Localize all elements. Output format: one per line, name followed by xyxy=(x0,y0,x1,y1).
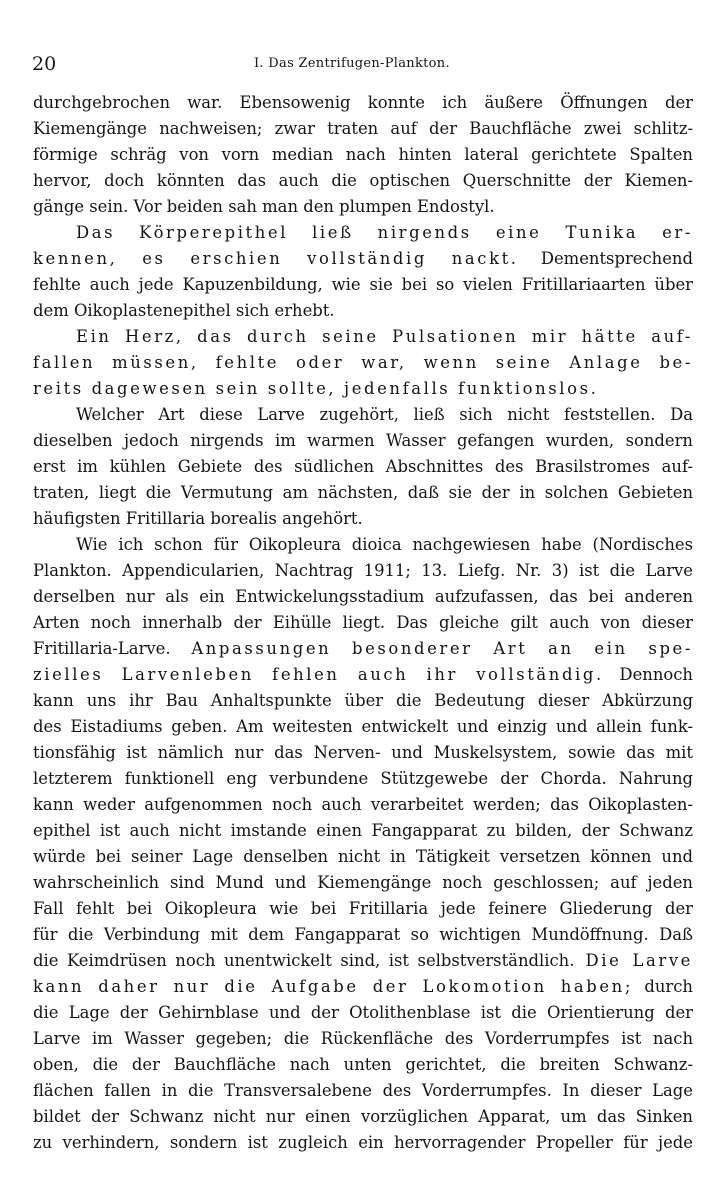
text-line: oben, die der Bauchfläche nach unten gerichtet, die breiten Schwanz- xyxy=(33,1055,693,1074)
spaced-emphasis: Die Larve xyxy=(574,951,693,970)
text-line: gänge sein. Vor beiden sah man den plumpen Endostyl. xyxy=(33,197,495,216)
text-line: Kiemengänge nachweisen; zwar traten auf der Bauchfläche zwei schlitz- xyxy=(33,119,693,138)
text-line: hervor, doch könnten das auch die optischen Querschnitte der Kiemen- xyxy=(33,171,693,190)
text-line: durchgebrochen war. Ebensowenig konnte ich äußere Öffnungen der xyxy=(33,93,693,112)
text-line-spaced: fallen müssen, fehlte oder war, wenn seine Anlage be- xyxy=(33,353,693,372)
text-line: häufigsten Fritillaria borealis angehört. xyxy=(33,509,363,528)
text-line: Plankton. Appendicularien, Nachtrag 1911; 13. Liefg. Nr. 3) ist die Larve xyxy=(33,561,693,580)
text-span: Dementsprechend xyxy=(518,249,693,268)
text-line: dieselben jedoch nirgends im warmen Wasser gefangen wurden, sondern xyxy=(33,431,693,450)
spaced-emphasis: Anpassungen besonderer Art an ein spe- xyxy=(170,639,693,658)
page-number: 20 xyxy=(32,53,57,75)
text-span: Dennoch xyxy=(603,665,693,684)
text-line: würde bei seiner Lage denselben nicht in Tätigkeit versetzen können und xyxy=(33,847,693,866)
text-line: bildet der Schwanz nicht nur einen vorzüglichen Apparat, um das Sinken xyxy=(33,1107,693,1126)
text-span: durch xyxy=(632,977,693,996)
spaced-emphasis: kennen, es erschien vollständig nackt. xyxy=(33,249,519,268)
text-span: die Keimdrüsen noch unentwickelt sind, ist selbstverständlich. xyxy=(33,951,575,970)
spaced-emphasis: kann daher nur die Aufgabe der Lokomotion haben; xyxy=(33,977,633,996)
text-line-spaced: reits dagewesen sein sollte, jedenfalls funktionslos. xyxy=(33,379,599,398)
spaced-emphasis: zielles Larvenleben fehlen auch ihr vollständig. xyxy=(33,665,604,684)
running-head: I. Das Zentrifugen-Plankton. xyxy=(254,56,450,71)
text-line: wahrscheinlich sind Mund und Kiemengänge noch geschlossen; auf jeden xyxy=(33,873,693,892)
text-line: die Lage der Gehirnblase und der Otolithenblase ist die Orientierung der xyxy=(33,1003,693,1022)
text-line xyxy=(33,975,693,999)
text-line: Arten noch innerhalb der Eihülle liegt. Das gleiche gilt auch von dieser xyxy=(33,613,693,632)
text-line: traten, liegt die Vermutung am nächsten, daß sie der in solchen Gebieten xyxy=(33,483,693,502)
text-line: derselben nur als ein Entwickelungsstadium aufzufassen, das bei anderen xyxy=(33,587,693,606)
text-line: dem Oikoplastenepithel sich erhebt. xyxy=(33,301,335,320)
text-line: Wie ich schon für Oikopleura dioica nachgewiesen habe (Nordisches xyxy=(76,535,693,554)
text-line: zu verhindern, sondern ist zugleich ein hervorragender Propeller für jede xyxy=(33,1133,693,1152)
text-line xyxy=(33,663,693,687)
text-line: flächen fallen in die Transversalebene des Vorderrumpfes. In dieser Lage xyxy=(33,1081,693,1100)
text-line-spaced: Ein Herz, das durch seine Pulsationen mir hätte auf- xyxy=(76,327,693,346)
text-line: tionsfähig ist nämlich nur das Nerven- und Muskelsystem, sowie das mit xyxy=(33,743,693,762)
text-line: des Eistadiums geben. Am weitesten entwickelt und einzig und allein funk- xyxy=(33,717,693,736)
text-line: Welcher Art diese Larve zugehört, ließ sich nicht feststellen. Da xyxy=(76,405,693,424)
text-line xyxy=(33,247,693,271)
text-line: letzterem funktionell eng verbundene Stützgewebe der Chorda. Nahrung xyxy=(33,769,693,788)
text-line: kann weder aufgenommen noch auch verarbeitet werden; das Oikoplasten- xyxy=(33,795,693,814)
text-span: Fritillaria-Larve. xyxy=(33,639,171,658)
text-line xyxy=(33,637,693,661)
text-line xyxy=(33,949,693,973)
text-line: kann uns ihr Bau Anhaltspunkte über die Bedeutung dieser Abkürzung xyxy=(33,691,693,710)
text-line: epithel ist auch nicht imstande einen Fangapparat zu bilden, der Schwanz xyxy=(33,821,693,840)
text-line: erst im kühlen Gebiete des südlichen Abschnittes des Brasilstromes auf- xyxy=(33,457,693,476)
text-line-spaced: Das Körperepithel ließ nirgends eine Tunika er- xyxy=(76,223,693,242)
text-line: fehlte auch jede Kapuzenbildung, wie sie bei so vielen Fritillariaarten über xyxy=(33,275,693,294)
text-line: Larve im Wasser gegeben; die Rückenfläche des Vorderrumpfes ist nach xyxy=(33,1029,693,1048)
text-line: förmige schräg von vorn median nach hinten lateral gerichtete Spalten xyxy=(33,145,693,164)
text-line: Fall fehlt bei Oikopleura wie bei Fritillaria jede feinere Gliederung der xyxy=(33,899,693,918)
text-line: für die Verbindung mit dem Fangapparat so wichtigen Mundöffnung. Daß xyxy=(33,925,693,944)
